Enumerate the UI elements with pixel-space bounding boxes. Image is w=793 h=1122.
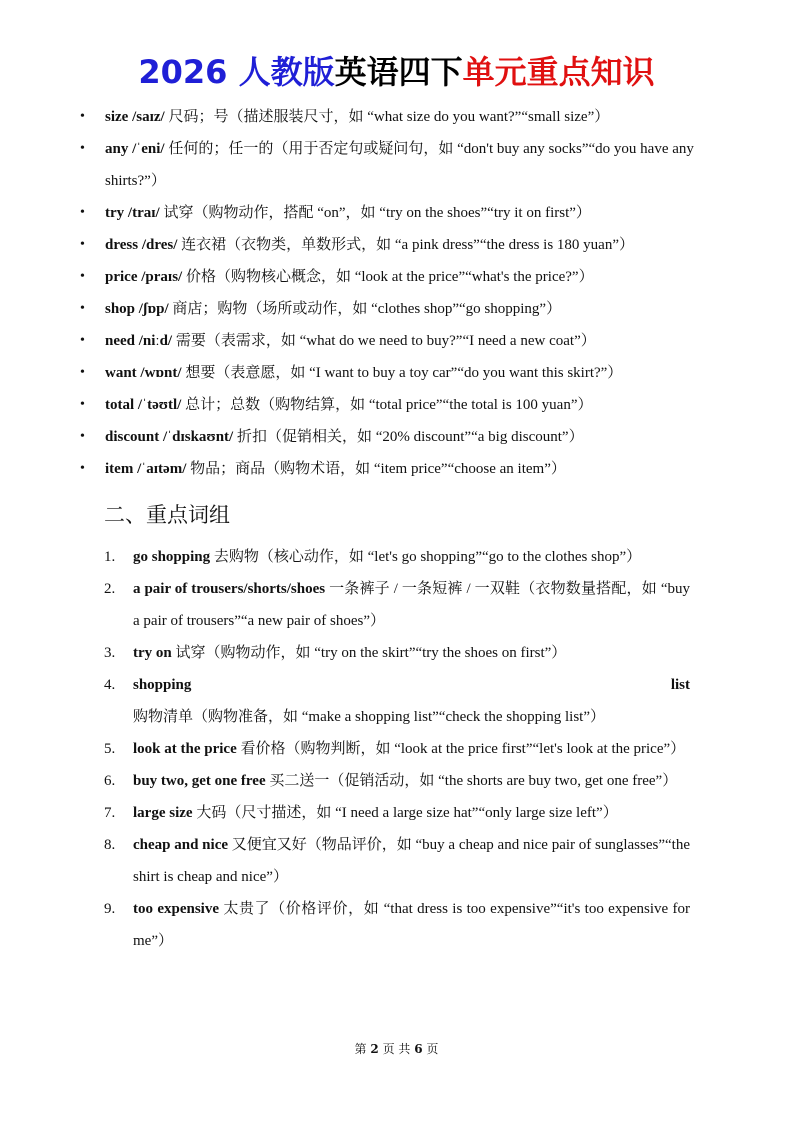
phrase-item xyxy=(104,893,690,957)
footer-mid: 页 共 xyxy=(382,1042,411,1056)
vocab-phonetic: /ˈtəʊtl/ xyxy=(137,397,182,413)
title-part-topic: 单元重点知识 xyxy=(462,53,655,91)
vocab-phonetic: /praɪs/ xyxy=(141,269,183,285)
page-title xyxy=(0,50,793,94)
phrase-desc: 大码（尺寸描述，如 “I need a large size hat”“only large size left”） xyxy=(196,805,618,821)
footer-post: 页 xyxy=(426,1042,439,1056)
phrase-desc: 买二送一（促销活动，如 “the shorts are buy two, get one free”） xyxy=(269,773,678,789)
vocab-word: price xyxy=(105,269,138,285)
phrase-item xyxy=(104,829,690,893)
vocab-desc: 连衣裙（衣物类，单数形式，如 “a pink dress”“the dress is 180 yuan”） xyxy=(181,237,634,253)
vocab-word: dress xyxy=(105,237,139,253)
vocab-item xyxy=(80,101,700,133)
vocab-desc: 需要（表需求，如 “what do we need to buy?”“I need a new coat”） xyxy=(175,333,596,349)
vocab-desc: 试穿（购物动作，搭配 “on”，如 “try on the shoes”“try it on first”） xyxy=(163,205,591,221)
vocab-phonetic: /ˈeni/ xyxy=(132,141,165,157)
vocab-item xyxy=(80,261,700,293)
footer-pre: 第 xyxy=(354,1042,367,1056)
phrase-item xyxy=(104,765,690,797)
vocab-item xyxy=(80,389,700,421)
phrase-item xyxy=(104,733,690,765)
vocab-desc: 总计；总数（购物结算，如 “total price”“the total is 100 yuan”） xyxy=(185,397,593,413)
vocab-word: discount xyxy=(105,429,160,445)
phrase-desc: 看价格（购物判断，如 “look at the price first”“let's look at the price”） xyxy=(240,741,686,757)
phrase-number: 5. xyxy=(104,741,116,757)
phrase-text: shopping list xyxy=(133,677,690,693)
vocab-item xyxy=(80,293,700,325)
vocab-item xyxy=(80,133,700,197)
vocab-word: want xyxy=(105,365,137,381)
phrase-number: 1. xyxy=(104,549,116,565)
vocab-word: size xyxy=(105,109,129,125)
phrase-desc: 去购物（核心动作，如 “let's go shopping”“go to the clothes shop”） xyxy=(213,549,642,565)
vocab-phonetic: /ˈaɪtəm/ xyxy=(137,461,187,477)
vocab-phonetic: /traɪ/ xyxy=(127,205,160,221)
phrase-text: buy two, get one free xyxy=(133,773,266,789)
vocab-word: any xyxy=(105,141,129,157)
phrase-number: 7. xyxy=(104,805,116,821)
page-footer xyxy=(0,1040,793,1057)
phrase-desc: 购物清单（购物准备，如 “make a shopping list”“check the shopping list”） xyxy=(133,709,606,725)
vocab-item xyxy=(80,453,700,485)
vocab-desc: 商店；购物（场所或动作，如 “clothes shop”“go shopping”） xyxy=(172,301,562,317)
vocab-desc: 任何的；任一的（用于否定句或疑问句，如 “don't buy any socks”“do you have any shirts?”） xyxy=(105,141,694,189)
phrase-item xyxy=(104,669,690,733)
vocab-phonetic: /ˈdɪskaʊnt/ xyxy=(162,429,234,445)
phrase-text: a pair of trousers/shorts/shoes xyxy=(133,581,326,597)
phrase-number: 8. xyxy=(104,837,116,853)
phrase-text: look at the price xyxy=(133,741,237,757)
vocab-word: need xyxy=(105,333,135,349)
vocab-word: try xyxy=(105,205,125,221)
phrase-desc: 试穿（购物动作，如 “try on the skirt”“try the shoes on first”） xyxy=(175,645,567,661)
vocab-desc: 价格（购物核心概念，如 “look at the price”“what's the price?”） xyxy=(185,269,594,285)
phrase-desc: 太贵了（价格评价，如 “that dress is too expensive”“it's too expensive for me”） xyxy=(133,901,690,949)
vocab-desc: 物品；商品（购物术语，如 “item price”“choose an item”） xyxy=(190,461,566,477)
title-part-year: 2026 人教版 xyxy=(138,53,335,91)
vocab-item xyxy=(80,197,700,229)
vocab-word: total xyxy=(105,397,135,413)
section-heading-phrases: 二、重点词组 xyxy=(104,503,230,527)
phrase-text: go shopping xyxy=(133,549,211,565)
vocab-item xyxy=(80,229,700,261)
footer-page-number: 2 xyxy=(370,1042,379,1056)
vocab-item xyxy=(80,421,700,453)
phrase-number: 9. xyxy=(104,901,116,917)
phrase-text: large size xyxy=(133,805,193,821)
vocab-phonetic: /niːd/ xyxy=(138,333,173,349)
vocab-item xyxy=(80,357,700,389)
phrase-item xyxy=(104,797,690,829)
phrase-number: 6. xyxy=(104,773,116,789)
title-part-subject: 英语四下 xyxy=(334,53,463,91)
vocab-word: item xyxy=(105,461,134,477)
vocab-desc: 折扣（促销相关，如 “20% discount”“a big discount”） xyxy=(236,429,584,445)
vocab-word: shop xyxy=(105,301,136,317)
footer-total-pages: 6 xyxy=(414,1042,423,1056)
phrase-list xyxy=(104,541,690,957)
phrase-number: 2. xyxy=(104,581,116,597)
vocab-phonetic: /saɪz/ xyxy=(132,109,165,125)
phrase-text: too expensive xyxy=(133,901,220,917)
vocab-list xyxy=(80,101,700,485)
vocab-item xyxy=(80,325,700,357)
vocab-desc: 想要（表意愿，如 “I want to buy a toy car”“do you want this skirt?”） xyxy=(185,365,623,381)
vocab-phonetic: /ʃɒp/ xyxy=(138,301,169,317)
phrase-desc: 一条裤子 / 一条短裤 / 一双鞋（衣物数量搭配，如 “buy a pair of trousers”“a new pair of shoes”） xyxy=(133,581,691,629)
vocab-phonetic: /dres/ xyxy=(141,237,178,253)
phrase-number: 4. xyxy=(104,677,116,693)
vocab-desc: 尺码；号（描述服装尺寸，如 “what size do you want?”“small size”） xyxy=(168,109,610,125)
phrase-text: cheap and nice xyxy=(133,837,229,853)
vocab-phonetic: /wɒnt/ xyxy=(140,365,182,381)
phrase-item xyxy=(104,541,690,573)
phrase-desc: 又便宜又好（物品评价，如 “buy a cheap and nice pair of sunglasses”“the shirt is cheap and nice”） xyxy=(133,837,690,885)
phrase-item xyxy=(104,637,690,669)
phrase-number: 3. xyxy=(104,645,116,661)
phrase-text: try on xyxy=(133,645,172,661)
phrase-item xyxy=(104,573,690,637)
